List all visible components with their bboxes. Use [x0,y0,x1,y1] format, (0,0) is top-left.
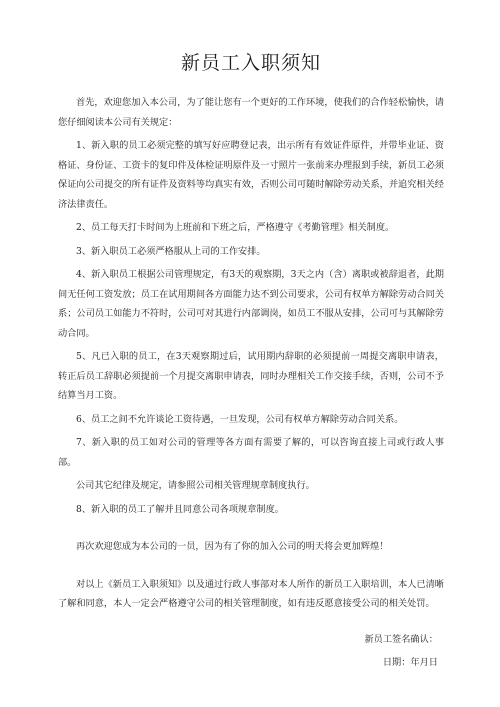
date-label: 日期：年月日 [382,657,438,668]
signature-label: 新员工签名确认： [364,633,438,645]
rule-item-6: 6、员工之间不允许谈论工资待遇，一旦发现，公司有权单方解除劳动合同关系。 [76,413,404,425]
signature-block [58,630,444,673]
rule-item-5: 5、凡已入职的员工，在3天观察期过后，试用期内辞职的必须提前一周提交离职申请表，转正后员工辞职必须提前一个月提交离职申请表，同时办理相关工作交接手续，否则，公司不予结算当月工资。 [58,351,444,401]
rule-item-7: 7、新入职的员工如对公司的管理等各方面有需要了解的，可以咨询直接上司或行政人事部。 [58,437,444,468]
rule-item-8: 8、新入职的员工了解并且同意公司各项规章制度。 [76,503,284,515]
rule-item-4: 4、新入职员工根据公司管理规定，有3天的观察期，3天之内（含）离职或被辞退者，此期间无任何工资发放；员工在试用期间各方面能力达不到公司要求，公司有权单方解除劳动合同关系；公司员工如能力不符时，公司可对其进行内部调岗，如员工不服从安排，公司可与其解除劳动合同。 [58,269,444,339]
rule-item-2: 2、员工每天打卡时间为上班前和下班之后，严格遵守《考勤管理》相关制度。 [76,222,395,233]
welcome-paragraph: 再次欢迎您成为本公司的一员，因为有了你的加入公司的明天将会更加辉煌！ [76,541,389,552]
declaration-paragraph: 对以上《新员工入职须知》以及通过行政人事部对本人所作的新员工入职培训，本人已清晰了解和同意，本人一定会严格遵守公司的相关管理制度，如有违反愿意接受公司的相关处罚。 [58,578,444,609]
other-rules-paragraph: 公司其它纪律及规定，请参照公司相关管理规章制度执行。 [76,480,315,491]
intro-paragraph: 首先，欢迎您加入本公司，为了能让您有一个更好的工作环境，使我们的合作轻松愉快，请您仔细阅读本公司有关规定： [58,97,444,128]
document-title: 新员工入职须知 [180,52,321,74]
rule-item-3: 3、新入职员工必须严格服从上司的工作安排。 [76,245,266,257]
rule-item-1: 1、新入职的员工必须完整的填写好应聘登记表，出示所有有效证件原件，并带毕业证、资格证、身份证、工资卡的复印件及体检证明原件及一寸照片一张前来办理报到手续，新员工必须保证向公司提交的所有证件及资料等均真实有效，否则公司可随时解除劳动关系，并追究相关经济法律责任。 [58,140,444,210]
